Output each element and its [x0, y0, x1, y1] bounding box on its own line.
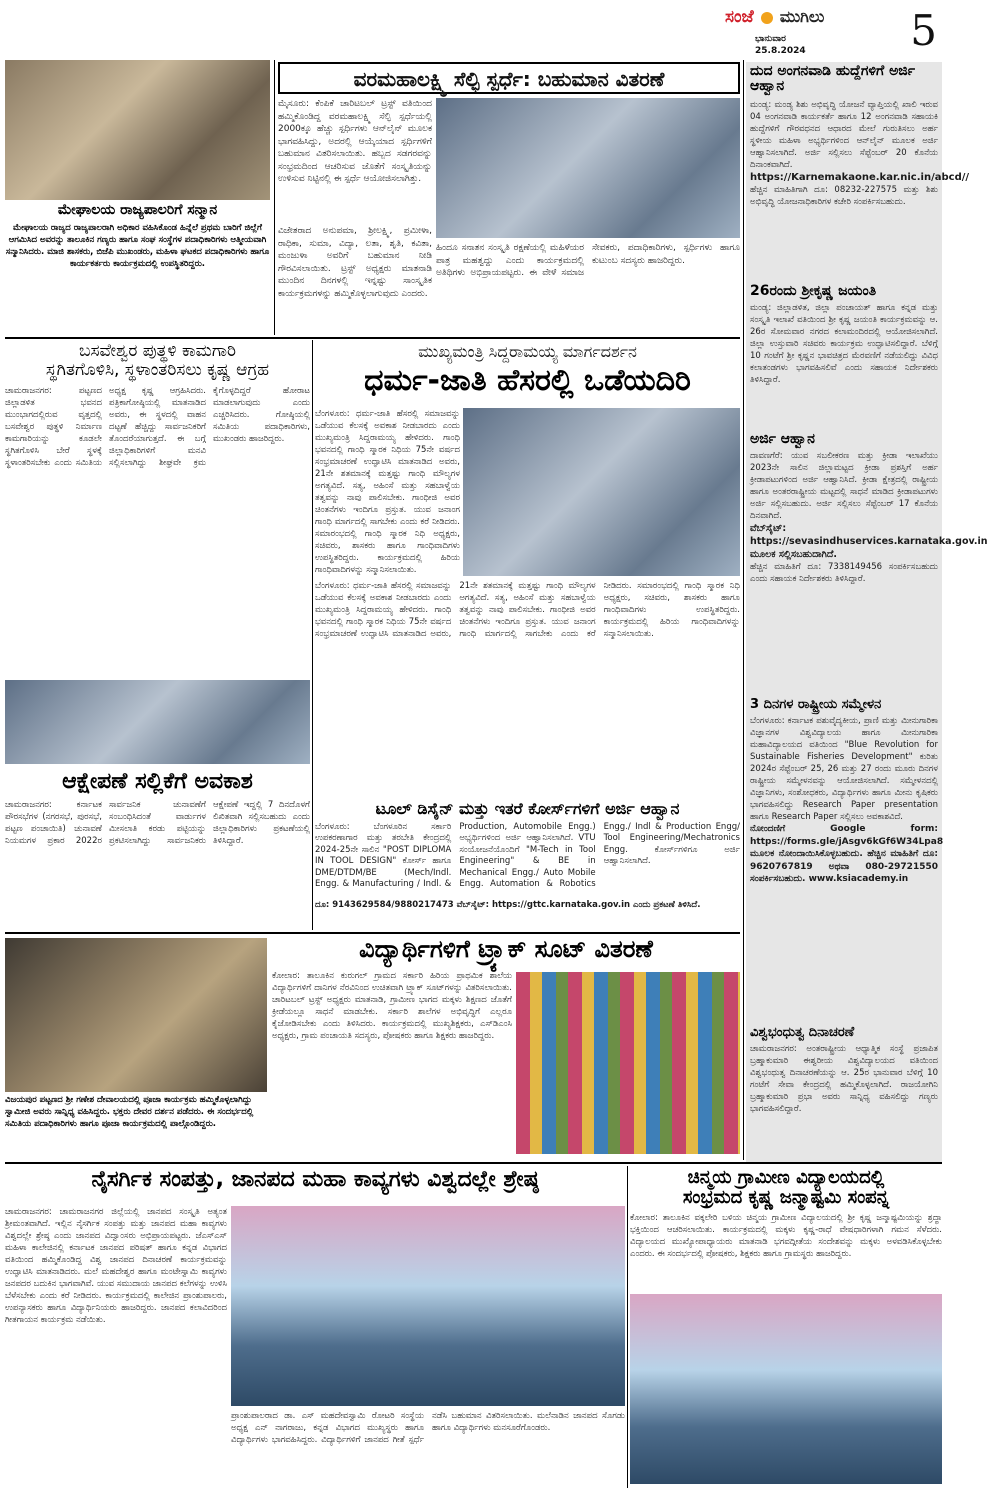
chinmaya-headline-1: ಚಿನ್ಮಯ ಗ್ರಾಮೀಣ ವಿದ್ಯಾಲಯದಲ್ಲಿ — [687, 1167, 885, 1188]
bhrathrutva-article — [750, 1026, 938, 1160]
anganwadi-contact: ಹೆಚ್ಚಿನ ಮಾಹಿತಿಗಾಗಿ ದೂ: 08232-227575 ಮತ್ತು ಶಿಶು ಅಭಿವೃದ್ಧಿ ಯೋಜನಾಧಿಕಾರಿಗಳ ಕಚೇರಿ ಸಂಪರ್ಕಿಸಬಹುದು. — [750, 184, 938, 207]
fisheries-article — [750, 697, 944, 1020]
objection-article — [5, 770, 310, 920]
natural-body: ಚಾಮರಾಜನಗರ: ಚಾಮರಾಜನಗರ ಜಿಲ್ಲೆಯಲ್ಲಿ ಜಾನಪದ ಸಂಸ್ಕೃತಿ ಅತ್ಯಂತ ಶ್ರೀಮಂತವಾಗಿದೆ. ಇಲ್ಲಿನ ನೈಸರ್ಗಿಕ ಸಂಪತ್ತು ಮತ್ತು ಜಾನಪದ ಮಹಾ ಕಾವ್ಯಗಳು ವಿಶ್ವದಲ್ಲೇ ಶ್ರೇಷ್ಠ ಎಂದು ಜಾನಪದ ವಿದ್ವಾಂಸರು ಅಭಿಪ್ರಾಯಪಟ್ಟರು. ಜೆಎಸ್‌ಎಸ್ ಮಹಿಳಾ ಕಾಲೇಜಿನಲ್ಲಿ ಕರ್ನಾಟಕ ಜಾನಪದ ಪರಿಷತ್ ಹಾಗೂ ಕನ್ನಡ ವಿಭಾಗದ ವತಿಯಿಂದ ಹಮ್ಮಿಕೊಂಡಿದ್ದ ವಿಶ್ವ ಜಾನಪದ ದಿನಾಚರಣೆ ಕಾರ್ಯಕ್ರಮವನ್ನು ಉದ್ಘಾಟಿಸಿ ಮಾತನಾಡಿದರು. ಮಲೆ ಮಹದೇಶ್ವರ ಹಾಗೂ ಮಂಟೇಸ್ವಾಮಿ ಕಾವ್ಯಗಳು ಜನಪದರ ಬದುಕಿನ ಭಾಗವಾಗಿವೆ. ಯುವ ಸಮುದಾಯ ಜಾನಪದ ಕಲೆಗಳನ್ನು ಉಳಿಸಿ ಬೆಳೆಸಬೇಕು ಎಂದು ಕರೆ ನೀಡಿದರು. ಕಾರ್ಯಕ್ರಮದಲ್ಲಿ ಕಾಲೇಜಿನ ಪ್ರಾಂಶುಪಾಲರು, ಉಪನ್ಯಾಸಕರು ಹಾಗೂ ವಿದ್ಯಾರ್ಥಿನಿಯರು ಹಾಜರಿದ್ದರು. ಜಾನಪದ ಕಲಾವಿದರಿಂದ ಗೀತಗಾಯನ ಕಾರ್ಯಕ್ರಮ ನಡೆಯಿತು. — [5, 1207, 227, 1325]
meghalaya-article — [5, 203, 270, 331]
varamahalakshmi-body-1: ಮೈಸೂರು: ಕೆಂಪಿಕೆ ಚಾರಿಟಬಲ್ ಟ್ರಸ್ಟ್ ವತಿಯಿಂದ ಹಮ್ಮಿಕೊಂಡಿದ್ದ ವರಮಹಾಲಕ್ಷ್ಮಿ ಸೆಲ್ಫಿ ಸ್ಪರ್ಧೆಯಲ್ಲಿ 2000ಕ್ಕೂ ಹೆಚ್ಚು ಸ್ಪರ್ಧಿಗಳು ಆನ್‌ಲೈನ್ ಮೂಲಕ ಭಾಗವಹಿಸಿದ್ದು, ಅದರಲ್ಲಿ ಆಯ್ಕೆಯಾದ ಸ್ಪರ್ಧಿಗಳಿಗೆ ಬಹುಮಾನ ವಿತರಿಸಲಾಯಿತು. ಹಬ್ಬದ ಸಡಗರವನ್ನು ಸಂಭ್ರಮದಿಂದ ಆಚರಿಸುವ ಜೊತೆಗೆ ಸಂಸ್ಕೃತಿಯನ್ನು ಉಳಿಸುವ ನಿಟ್ಟಿನಲ್ಲಿ ಈ ಸ್ಪರ್ಧೆ ಆಯೋಜಿಸಲಾಗಿತ್ತು. — [278, 99, 432, 184]
chinmaya-headline-2: ಸಂಭ್ರಮದ ಕೃಷ್ಣ ಜನ್ಮಾಷ್ಟಮಿ ಸಂಪನ್ನ — [682, 1186, 890, 1208]
divider — [5, 1162, 942, 1164]
bhrathrutva-body: ಚಾಮರಾಜನಗರ: ಅಂತರಾಷ್ಟ್ರೀಯ ಆಧ್ಯಾತ್ಮಿಕ ಸಂಸ್ಥೆ ಪ್ರಜಾಪಿತ ಬ್ರಹ್ಮಾಕುಮಾರಿ ಈಶ್ವರೀಯ ವಿಶ್ವವಿದ್ಯಾಲಯದ ವತಿಯಿಂದ ವಿಶ್ವಭಂಧುತ್ವ ದಿನಾಚರಣೆಯನ್ನು ಆ. 25ರ ಭಾನುವಾರ ಬೆಳಿಗ್ಗೆ 10 ಗಂಟೆಗೆ ಸೇವಾ ಕೇಂದ್ರದಲ್ಲಿ ಹಮ್ಮಿಕೊಳ್ಳಲಾಗಿದೆ. ರಾಜಯೋಗಿನಿ ಬ್ರಹ್ಮಾಕುಮಾರಿ ಪ್ರಭಾ ಅವರು ಸಾನ್ನಿಧ್ಯ ವಹಿಸಲಿದ್ದು ಗಣ್ಯರು ಭಾಗವಹಿಸಲಿದ್ದಾರೆ. — [750, 1044, 938, 1115]
tracksuit-headline: ವಿದ್ಯಾರ್ಥಿಗಳಿಗೆ ಟ್ರ್ಯಾಕ್ ಸೂಟ್ ವಿತರಣೆ — [359, 935, 653, 963]
cm-body: ಬೆಂಗಳೂರು: ಧರ್ಮ-ಜಾತಿ ಹೆಸರಲ್ಲಿ ಸಮಾಜವನ್ನು ಒಡೆಯುವ ಕೆಲಸಕ್ಕೆ ಅವಕಾಶ ನೀಡಬಾರದು ಎಂದು ಮುಖ್ಯಮಂತ್ರಿ ಸಿದ್ದರಾಮಯ್ಯ ಹೇಳಿದರು. ಗಾಂಧಿ ಭವನದಲ್ಲಿ ಗಾಂಧಿ ಸ್ಮಾರಕ ನಿಧಿಯ 75ನೇ ವರ್ಷದ ಸಂಭ್ರಮಾಚರಣೆ ಉದ್ಘಾಟಿಸಿ ಮಾತನಾಡಿದ ಅವರು, 21ನೇ ಶತಮಾನಕ್ಕೆ ಮತ್ತಷ್ಟು ಗಾಂಧಿ ಮೌಲ್ಯಗಳ ಅಗತ್ಯವಿದೆ. ಸತ್ಯ, ಅಹಿಂಸೆ ಮತ್ತು ಸಹಬಾಳ್ವೆಯ ತತ್ವವನ್ನು ನಾವು ಪಾಲಿಸಬೇಕು. ಗಾಂಧೀಜಿ ಅವರ ಚಿಂತನೆಗಳು ಇಂದಿಗೂ ಪ್ರಸ್ತುತ. ಯುವ ಜನಾಂಗ ಗಾಂಧಿ ಮಾರ್ಗದಲ್ಲಿ ಸಾಗಬೇಕು ಎಂದು ಕರೆ ನೀಡಿದರು. ಸಮಾರಂಭದಲ್ಲಿ ಗಾಂಧಿ ಸ್ಮಾರಕ ನಿಧಿ ಅಧ್ಯಕ್ಷರು, ಸಚಿವರು, ಶಾಸಕರು ಹಾಗೂ ಗಾಂಧಿವಾದಿಗಳು ಉಪಸ್ಥಿತರಿದ್ದರು. ಕಾರ್ಯಕ್ರಮದಲ್ಲಿ ಹಿರಿಯ ಗಾಂಧಿವಾದಿಗಳನ್ನು ಸನ್ಮಾನಿಸಲಾಯಿತು. — [315, 409, 460, 575]
arji-headline: ಅರ್ಜಿ ಆಹ್ವಾನ — [750, 431, 815, 447]
tracksuit-body: ಕೋಲಾರ: ತಾಲೂಕಿನ ಕುರುಗಲ್ ಗ್ರಾಮದ ಸರ್ಕಾರಿ ಹಿರಿಯ ಪ್ರಾಥಮಿಕ ಶಾಲೆಯ ವಿದ್ಯಾರ್ಥಿಗಳಿಗೆ ದಾನಿಗಳ ನೆರವಿನಿಂದ ಉಚಿತವಾಗಿ ಟ್ರ್ಯಾಕ್ ಸೂಟ್‌ಗಳನ್ನು ವಿತರಿಸಲಾಯಿತು. ಚಾರಿಟಬಲ್ ಟ್ರಸ್ಟ್ ಅಧ್ಯಕ್ಷರು ಮಾತನಾಡಿ, ಗ್ರಾಮೀಣ ಭಾಗದ ಮಕ್ಕಳು ಶಿಕ್ಷಣದ ಜೊತೆಗೆ ಕ್ರೀಡೆಯಲ್ಲೂ ಸಾಧನೆ ಮಾಡಬೇಕು. ಸರ್ಕಾರಿ ಶಾಲೆಗಳ ಅಭಿವೃದ್ಧಿಗೆ ಎಲ್ಲರೂ ಕೈಜೋಡಿಸಬೇಕು ಎಂದು ತಿಳಿಸಿದರು. ಕಾರ್ಯಕ್ರಮದಲ್ಲಿ ಮುಖ್ಯಶಿಕ್ಷಕರು, ಎಸ್‌ಡಿಎಂಸಿ ಅಧ್ಯಕ್ಷರು, ಗ್ರಾಮ ಪಂಚಾಯತಿ ಸದಸ್ಯರು, ಪೋಷಕರು ಹಾಗೂ ಶಿಕ್ಷಕರು ಹಾಜರಿದ್ದರು. — [272, 971, 512, 1041]
tool-design-body: ಬೆಂಗಳೂರು: ಬೆಂಗಳೂರಿನ ಸರ್ಕಾರಿ ಉಪಕರಣಾಗಾರ ಮತ್ತು ತರಬೇತಿ ಕೇಂದ್ರದಲ್ಲಿ 2024-25ನೇ ಸಾಲಿನ "POST DIPLOMA IN TOOL DESIGN" ಕೋರ್ಸ್ ಹಾಗೂ DME/DTDM/BE (Mech/Indl. Engg. & Manufacturing / Indl. & Production, Automobile Engg.) ಅಭ್ಯರ್ಥಿಗಳಿಂದ ಅರ್ಜಿ ಆಹ್ವಾನಿಸಲಾಗಿದೆ. VTU ಸಂಯೋಜನೆಯೊಂದಿಗೆ "M-Tech in Tool Engineering" & BE in Mechanical Engg./ Auto Mobile Engg. Automation & Robotics Engg./ Indl & Production Engg/ Tool Engineering/Mechatronics Engg. ಕೋರ್ಸ್‌ಗಳಿಗೂ ಅರ್ಜಿ ಆಹ್ವಾನಿಸಲಾಗಿದೆ. — [315, 821, 740, 890]
anganwadi-url: https://Karnemakaone.kar.nic.in/abcd// — [750, 171, 970, 183]
fisheries-body: ಬೆಂಗಳೂರು: ಕರ್ನಾಟಕ ಪಶುವೈದ್ಯಕೀಯ, ಪ್ರಾಣಿ ಮತ್ತು ಮೀನುಗಾರಿಕಾ ವಿಜ್ಞಾನಗಳ ವಿಶ್ವವಿದ್ಯಾಲಯ ಹಾಗೂ ಮೀನುಗಾರಿಕಾ ಮಹಾವಿದ್ಯಾಲಯದ ವತಿಯಿಂದ "Blue Revolution for Sustainable Fisheries Development" ಕುರಿತು 2024ರ ಸೆಪ್ಟೆಂಬರ್ 25, 26 ಮತ್ತು 27 ರಂದು ಮೂರು ದಿನಗಳ ರಾಷ್ಟ್ರೀಯ ಸಮ್ಮೇಳನವನ್ನು ಆಯೋಜಿಸಲಾಗಿದೆ. ಸಮ್ಮೇಳನದಲ್ಲಿ ವಿಜ್ಞಾನಿಗಳು, ಸಂಶೋಧಕರು, ವಿದ್ಯಾರ್ಥಿಗಳು ಹಾಗೂ ಮೀನು ಕೃಷಿಕರು ಭಾಗವಹಿಸಲಿದ್ದು Research Paper presentation ಹಾಗೂ Research Paper ಸಲ್ಲಿಸಲು ಅವಕಾಶವಿದೆ. — [750, 716, 938, 823]
chinmaya-photo — [630, 1294, 942, 1484]
tracksuit-photo — [516, 972, 740, 1154]
masthead-logo — [725, 7, 903, 31]
chinmaya-body: ಕೋಲಾರ: ತಾಲೂಕಿನ ವಕ್ಕಲೇರಿ ಬಳಿಯ ಚಿನ್ಮಯ ಗ್ರಾಮೀಣ ವಿದ್ಯಾಲಯದಲ್ಲಿ ಶ್ರೀ ಕೃಷ್ಣ ಜನ್ಮಾಷ್ಟಮಿಯನ್ನು ಶ್ರದ್ಧಾ ಭಕ್ತಿಯಿಂದ ಆಚರಿಸಲಾಯಿತು. ಕಾರ್ಯಕ್ರಮದಲ್ಲಿ ಮಕ್ಕಳು ಕೃಷ್ಣ-ರಾಧೆ ವೇಷಧಾರಿಗಳಾಗಿ ಗಮನ ಸೆಳೆದರು. ವಿದ್ಯಾಲಯದ ಮುಖ್ಯೋಪಾಧ್ಯಾಯರು ಮಾತನಾಡಿ ಭಗವದ್ಗೀತೆಯ ಸಂದೇಶವನ್ನು ಮಕ್ಕಳು ಅಳವಡಿಸಿಕೊಳ್ಳಬೇಕು ಎಂದರು. ಈ ಸಂದರ್ಭದಲ್ಲಿ ಪೋಷಕರು, ಶಿಕ್ಷಕರು ಹಾಗೂ ಗ್ರಾಮಸ್ಥರು ಹಾಜರಿದ್ದರು. — [630, 1212, 942, 1259]
varamahalakshmi-photo — [436, 98, 740, 238]
arji-url: ವೆಬ್‌ಸೈಟ್: https://sevasindhuservices.karnataka.gov.in ಮೂಲಕ ಸಲ್ಲಿಸಬಹುದಾಗಿದೆ. — [750, 523, 988, 561]
divider — [743, 60, 744, 1160]
natural-headline: ನೈಸರ್ಗಿಕ ಸಂಪತ್ತು, ಜಾನಪದ ಮಹಾ ಕಾವ್ಯಗಳು ವಿಶ್ವದಲ್ಲೇ ಶ್ರೇಷ್ಠ — [91, 1167, 539, 1192]
divider — [627, 1166, 628, 1488]
varamahalakshmi-body-3: ಹಿಂದೂ ಸನಾತನ ಸಂಸ್ಕೃತಿ ರಕ್ಷಣೆಯಲ್ಲಿ ಮಹಿಳೆಯರ ಪಾತ್ರ ಮಹತ್ವದ್ದು ಎಂದು ಕಾರ್ಯಕ್ರಮದಲ್ಲಿ ಅತಿಥಿಗಳು ಅಭಿಪ್ರಾಯಪಟ್ಟರು. ಈ ವೇಳೆ ಸಮಾಜ ಸೇವಕರು, ಪದಾಧಿಕಾರಿಗಳು, ಸ್ಪರ್ಧಿಗಳು ಹಾಗೂ ಕುಟುಂಬ ಸದಸ್ಯರು ಹಾಜರಿದ್ದರು. — [436, 243, 740, 278]
basaveshwara-body: ಚಾಮರಾಜನಗರ: ಪಟ್ಟಣದ ಜಿಲ್ಲಾಡಳಿತ ಭವನದ ಮುಂಭಾಗದಲ್ಲಿರುವ ವೃತ್ತದಲ್ಲಿ ಬಸವೇಶ್ವರ ಪುತ್ಥಳಿ ನಿರ್ಮಾಣ ಕಾಮಗಾರಿಯನ್ನು ಕೂಡಲೇ ಸ್ಥಗಿತಗೊಳಿಸಿ ಬೇರೆ ಸ್ಥಳಕ್ಕೆ ಸ್ಥಳಾಂತರಿಸಬೇಕು ಎಂದು ಸಮಿತಿಯ ಅಧ್ಯಕ್ಷ ಕೃಷ್ಣ ಆಗ್ರಹಿಸಿದರು. ಪತ್ರಿಕಾಗೋಷ್ಠಿಯಲ್ಲಿ ಮಾತನಾಡಿದ ಅವರು, ಈ ಸ್ಥಳದಲ್ಲಿ ವಾಹನ ದಟ್ಟಣೆ ಹೆಚ್ಚಿದ್ದು ಸಾರ್ವಜನಿಕರಿಗೆ ತೊಂದರೆಯಾಗುತ್ತದೆ. ಈ ಬಗ್ಗೆ ಜಿಲ್ಲಾಧಿಕಾರಿಗಳಿಗೆ ಮನವಿ ಸಲ್ಲಿಸಲಾಗಿದ್ದು ಶೀಘ್ರವೇ ಕ್ರಮ ಕೈಗೊಳ್ಳದಿದ್ದರೆ ಹೋರಾಟ ಮಾಡಲಾಗುವುದು ಎಂದು ಎಚ್ಚರಿಸಿದರು. ಗೋಷ್ಠಿಯಲ್ಲಿ ಸಮಿತಿಯ ಪದಾಧಿಕಾರಿಗಳು, ಮುಖಂಡರು ಹಾಜರಿದ್ದರು. — [5, 386, 310, 469]
logo-right: ಮುಗಿಲು — [779, 7, 825, 26]
masthead — [725, 4, 943, 58]
cm-body-cont: ಬೆಂಗಳೂರು: ಧರ್ಮ-ಜಾತಿ ಹೆಸರಲ್ಲಿ ಸಮಾಜವನ್ನು ಒಡೆಯುವ ಕೆಲಸಕ್ಕೆ ಅವಕಾಶ ನೀಡಬಾರದು ಎಂದು ಮುಖ್ಯಮಂತ್ರಿ ಸಿದ್ದರಾಮಯ್ಯ ಹೇಳಿದರು. ಗಾಂಧಿ ಭವನದಲ್ಲಿ ಗಾಂಧಿ ಸ್ಮಾರಕ ನಿಧಿಯ 75ನೇ ವರ್ಷದ ಸಂಭ್ರಮಾಚರಣೆ ಉದ್ಘಾಟಿಸಿ ಮಾತನಾಡಿದ ಅವರು, 21ನೇ ಶತಮಾನಕ್ಕೆ ಮತ್ತಷ್ಟು ಗಾಂಧಿ ಮೌಲ್ಯಗಳ ಅಗತ್ಯವಿದೆ. ಸತ್ಯ, ಅಹಿಂಸೆ ಮತ್ತು ಸಹಬಾಳ್ವೆಯ ತತ್ವವನ್ನು ನಾವು ಪಾಲಿಸಬೇಕು. ಗಾಂಧೀಜಿ ಅವರ ಚಿಂತನೆಗಳು ಇಂದಿಗೂ ಪ್ರಸ್ತುತ. ಯುವ ಜನಾಂಗ ಗಾಂಧಿ ಮಾರ್ಗದಲ್ಲಿ ಸಾಗಬೇಕು ಎಂದು ಕರೆ ನೀಡಿದರು. ಸಮಾರಂಭದಲ್ಲಿ ಗಾಂಧಿ ಸ್ಮಾರಕ ನಿಧಿ ಅಧ್ಯಕ್ಷರು, ಸಚಿವರು, ಶಾಸಕರು ಹಾಗೂ ಗಾಂಧಿವಾದಿಗಳು ಉಪಸ್ಥಿತರಿದ್ದರು. ಕಾರ್ಯಕ್ರಮದಲ್ಲಿ ಹಿರಿಯ ಗಾಂಧಿವಾದಿಗಳನ್ನು ಸನ್ಮಾನಿಸಲಾಯಿತು. — [315, 581, 740, 639]
basaveshwara-photo — [5, 680, 310, 764]
krishna-body: ಮಂಡ್ಯ: ಜಿಲ್ಲಾಡಳಿತ, ಜಿಲ್ಲಾ ಪಂಚಾಯತ್ ಹಾಗೂ ಕನ್ನಡ ಮತ್ತು ಸಂಸ್ಕೃತಿ ಇಲಾಖೆ ವತಿಯಿಂದ ಶ್ರೀ ಕೃಷ್ಣ ಜಯಂತಿ ಕಾರ್ಯಕ್ರಮವನ್ನು ಆ. 26ರ ಸೋಮವಾರ ನಗರದ ಕಲಾಮಂದಿರದಲ್ಲಿ ಆಯೋಜಿಸಲಾಗಿದೆ. ಜಿಲ್ಲಾ ಉಸ್ತುವಾರಿ ಸಚಿವರು ಕಾರ್ಯಕ್ರಮ ಉದ್ಘಾಟಿಸಲಿದ್ದಾರೆ. ಬೆಳಿಗ್ಗೆ 10 ಗಂಟೆಗೆ ಶ್ರೀ ಕೃಷ್ಣನ ಭಾವಚಿತ್ರದ ಮೆರವಣಿಗೆ ನಡೆಯಲಿದ್ದು ವಿವಿಧ ಕಲಾತಂಡಗಳು ಭಾಗವಹಿಸಲಿವೆ ಎಂದು ಸಹಾಯಕ ನಿರ್ದೇಶಕರು ತಿಳಿಸಿದ್ದಾರೆ. — [750, 303, 938, 386]
chinmaya-article — [630, 1168, 942, 1490]
masthead-date: 25.8.2024 — [755, 46, 806, 56]
objection-headline: ಆಕ್ಷೇಪಣೆ ಸಲ್ಲಿಕೆಗೆ ಅವಕಾಶ — [62, 769, 253, 794]
divider — [312, 340, 313, 930]
arji-contact: ಹೆಚ್ಚಿನ ಮಾಹಿತಿಗೆ ದೂ: 7338149456 ಸಂಪರ್ಕಿಸಬಹುದು ಎಂದು ಸಹಾಯಕ ನಿರ್ದೇಶಕರು ತಿಳಿಸಿದ್ದಾರೆ. — [750, 562, 938, 585]
cm-kicker: ಮುಖ್ಯಮಂತ್ರಿ ಸಿದ್ದರಾಮಯ್ಯ ಮಾರ್ಗದರ್ಶನ — [418, 342, 637, 361]
cm-photo — [463, 408, 740, 576]
sun-icon — [761, 12, 773, 24]
fisheries-url: ನೋಂದಣಿಗೆ Google form: https://forms.gle/jAsgv6kGf6W34Lpa8 ಮೂಲಕ ನೋಂದಾಯಿಸಿಕೊಳ್ಳಬಹುದು. ಹೆಚ್ಚಿನ ಮಾಹಿತಿಗೆ ದೂ: 9620767819 ಅಥವಾ 080-29721550 ಸಂಪರ್ಕಿಸಬಹುದು. www.ksiacademy.in — [750, 824, 944, 885]
tool-design-headline: ಟೂಲ್ ಡಿಸೈನ್ ಮತ್ತು ಇತರೆ ಕೋರ್ಸ್‌ಗಳಿಗೆ ಅರ್ಜಿ ಆಹ್ವಾನ — [375, 799, 680, 818]
masthead-day: ಭಾನುವಾರ — [755, 34, 786, 44]
basaveshwara-headline-1: ಬಸವೇಶ್ವರ ಪುತ್ಥಳಿ ಕಾಮಗಾರಿ — [78, 341, 236, 361]
varamahalakshmi-headline: ವರಮಹಾಲಕ್ಷ್ಮಿ ಸೆಲ್ಫಿ ಸ್ಪರ್ಧೆ: ಬಹುಮಾನ ವಿತರಣೆ — [278, 62, 740, 94]
temple-caption: ವಿಜಯಪುರ ಪಟ್ಟಣದ ಶ್ರೀ ಗಣೇಶ ದೇವಾಲಯದಲ್ಲಿ ಪೂಜಾ ಕಾರ್ಯಕ್ರಮ ಹಮ್ಮಿಕೊಳ್ಳಲಾಗಿದ್ದು ಸ್ವಾಮೀಜಿ ಅವರು ಸಾನ್ನಿಧ್ಯ ವಹಿಸಿದ್ದರು. ಭಕ್ತರು ದೇವರ ದರ್ಶನ ಪಡೆದರು. ಈ ಸಂದರ್ಭದಲ್ಲಿ ಸಮಿತಿಯ ಪದಾಧಿಕಾರಿಗಳು ಹಾಗೂ ಪೂಜಾ ಕಾರ್ಯಕ್ರಮದಲ್ಲಿ ಪಾಲ್ಗೊಂಡಿದ್ದರು. — [5, 1095, 254, 1129]
temple-photo — [5, 938, 267, 1092]
bhrathrutva-headline: ವಿಶ್ವಭಂಧುತ್ವ ದಿನಾಚರಣೆ — [750, 1025, 855, 1040]
cm-headline: ಧರ್ಮ-ಜಾತಿ ಹೆಸರಲ್ಲಿ ಒಡೆಯದಿರಿ — [364, 363, 691, 398]
objection-body: ಚಾಮರಾಜನಗರ: ಕರ್ನಾಟಕ ಪೌರಸಭೆಗಳ (ನಗರಸಭೆ, ಪುರಸಭೆ, ಪಟ್ಟಣ ಪಂಚಾಯಿತಿ) ಚುನಾವಣೆ ನಿಯಮಗಳ ಪ್ರಕಾರ 2022ರ ಸಾರ್ವಜನಿಕ ಚುನಾವಣೆಗೆ ಸಂಬಂಧಿಸಿದಂತೆ ವಾರ್ಡುಗಳ ಮೀಸಲಾತಿ ಕರಡು ಪಟ್ಟಿಯನ್ನು ಪ್ರಕಟಿಸಲಾಗಿದ್ದು ಸಾರ್ವಜನಿಕರು ಆಕ್ಷೇಪಣೆ ಇದ್ದಲ್ಲಿ 7 ದಿನದೊಳಗೆ ಲಿಖಿತವಾಗಿ ಸಲ್ಲಿಸಬಹುದು ಎಂದು ಜಿಲ್ಲಾಧಿಕಾರಿಗಳು ಪ್ರಕಟಣೆಯಲ್ಲಿ ತಿಳಿಸಿದ್ದಾರೆ. — [5, 800, 310, 847]
meghalaya-headline: ಮೇಘಾಲಯ ರಾಜ್ಯಪಾಲರಿಗೆ ಸನ್ಮಾನ — [57, 202, 218, 218]
divider — [5, 337, 740, 339]
basaveshwara-article — [5, 342, 310, 677]
fisheries-headline: 3 ದಿನಗಳ ರಾಷ್ಟ್ರೀಯ ಸಮ್ಮೇಳನ — [750, 697, 882, 712]
krishna-article — [750, 284, 938, 429]
anganwadi-headline: ದುದ ಅಂಗನವಾಡಿ ಹುದ್ದೆಗಳಿಗೆ ಅರ್ಜಿ ಆಹ್ವಾನ — [750, 63, 915, 95]
arji-article — [750, 431, 988, 694]
page-number: 5 — [910, 6, 937, 55]
varamahalakshmi-body-2: ವಿಜೇತರಾದ ಅನುಪಮಾ, ಶ್ರೀಲಕ್ಷ್ಮಿ, ಪ್ರಮೀಳಾ, ರಾಧಿಕಾ, ಸುಮಾ, ವಿದ್ಯಾ, ಲತಾ, ಶೃತಿ, ಕವಿತಾ, ಮಂಜುಳಾ ಅವರಿಗೆ ಬಹುಮಾನ ನೀಡಿ ಗೌರವಿಸಲಾಯಿತು. ಟ್ರಸ್ಟ್ ಅಧ್ಯಕ್ಷರು ಮಾತನಾಡಿ ಮುಂದಿನ ದಿನಗಳಲ್ಲಿ ಇನ್ನಷ್ಟು ಸಾಂಸ್ಕೃತಿಕ ಕಾರ್ಯಕ್ರಮಗಳನ್ನು ಹಮ್ಮಿಕೊಳ್ಳಲಾಗುವುದು ಎಂದರು. — [278, 226, 432, 299]
divider — [5, 932, 740, 934]
tool-design-article — [315, 800, 740, 928]
divider — [274, 60, 275, 335]
natural-photo — [231, 1206, 625, 1406]
arji-body: ದಾವಣಗೆರೆ: ಯುವ ಸಬಲೀಕರಣ ಮತ್ತು ಕ್ರೀಡಾ ಇಲಾಖೆಯು 2023ನೇ ಸಾಲಿನ ಜಿಲ್ಲಾಮಟ್ಟದ ಕ್ರೀಡಾ ಪ್ರಶಸ್ತಿಗೆ ಅರ್ಹ ಕ್ರೀಡಾಪಟುಗಳಿಂದ ಅರ್ಜಿ ಆಹ್ವಾನಿಸಿದೆ. ಕ್ರೀಡಾ ಕ್ಷೇತ್ರದಲ್ಲಿ ರಾಷ್ಟ್ರೀಯ ಹಾಗೂ ಅಂತರರಾಷ್ಟ್ರೀಯ ಮಟ್ಟದಲ್ಲಿ ಸಾಧನೆ ಮಾಡಿದ ಕ್ರೀಡಾಪಟುಗಳು ಅರ್ಜಿ ಸಲ್ಲಿಸಬಹುದು. ಅರ್ಜಿ ಸಲ್ಲಿಸಲು ಸೆಪ್ಟೆಂಬರ್ 17 ಕೊನೆಯ ದಿನವಾಗಿದೆ. — [750, 451, 938, 522]
basaveshwara-headline-2: ಸ್ಥಗಿತಗೊಳಿಸಿ, ಸ್ಥಳಾಂತರಿಸಲು ಕೃಷ್ಣ ಆಗ್ರಹ — [45, 359, 270, 380]
krishna-headline: 26ರಂದು ಶ್ರೀಕೃಷ್ಣ ಜಯಂತಿ — [750, 283, 877, 299]
tool-design-contact: ದೂ: 9143629584/9880217473 ವೆಬ್‌ಸೈಟ್: https://gttc.karnataka.gov.in ಎಂದು ಪ್ರಕಟಣೆ ತಿಳಿಸಿದೆ. — [315, 899, 701, 910]
logo-left: ಸಂಜೆ — [725, 7, 754, 27]
meghalaya-photo — [5, 60, 270, 200]
natural-body-2: ಪ್ರಾಂಶುಪಾಲರಾದ ಡಾ. ಎಸ್ ಮಹದೇವಸ್ವಾಮಿ ರೋಟರಿ ಸಂಸ್ಥೆಯ ಅಧ್ಯಕ್ಷ ಎನ್ ನಾಗರಾಜು, ಕನ್ನಡ ವಿಭಾಗದ ಮುಖ್ಯಸ್ಥರು ಹಾಗೂ ವಿದ್ಯಾರ್ಥಿಗಳು ಭಾಗವಹಿಸಿದ್ದರು. ವಿದ್ಯಾರ್ಥಿಗಳಿಗೆ ಜಾನಪದ ಗೀತೆ ಸ್ಪರ್ಧೆ ನಡೆಸಿ ಬಹುಮಾನ ವಿತರಿಸಲಾಯಿತು. ಮಲೆನಾಡಿನ ಜಾನಪದ ಸೊಗಡು ಹಾಗೂ ವಿದ್ಯಾರ್ಥಿಗಳು ಮನಸೂರೆಗೊಂಡರು. — [231, 1411, 625, 1445]
meghalaya-caption: ಮೇಘಾಲಯ ರಾಜ್ಯದ ರಾಜ್ಯಪಾಲರಾಗಿ ಅಧಿಕಾರ ವಹಿಸಿಕೊಂಡ ಹಿನ್ನೆಲೆ ಪ್ರಥಮ ಬಾರಿಗೆ ಜಿಲ್ಲೆಗೆ ಆಗಮಿಸಿದ ಅವರನ್ನು ತಾಲೂಕಿನ ಗಣ್ಯರು ಹಾಗೂ ಸಂಘ ಸಂಸ್ಥೆಗಳ ಪದಾಧಿಕಾರಿಗಳು ಆತ್ಮೀಯವಾಗಿ ಸನ್ಮಾನಿಸಿದರು. ಮಾಜಿ ಶಾಸಕರು, ಬಿಜೆಪಿ ಮುಖಂಡರು, ಮಹಿಳಾ ಘಟಕದ ಪದಾಧಿಕಾರಿಗಳು ಹಾಗೂ ಕಾರ್ಯಕರ್ತರು ಕಾರ್ಯಕ್ರಮದಲ್ಲಿ ಉಪಸ್ಥಿತರಿದ್ದರು. — [5, 223, 270, 270]
anganwadi-body: ಮಂಡ್ಯ: ಮಂಡ್ಯ ಶಿಶು ಅಭಿವೃದ್ಧಿ ಯೋಜನೆ ವ್ಯಾಪ್ತಿಯಲ್ಲಿ ಖಾಲಿ ಇರುವ 04 ಅಂಗನವಾಡಿ ಕಾರ್ಯಕರ್ತೆ ಹಾಗೂ 12 ಅಂಗನವಾಡಿ ಸಹಾಯಕಿ ಹುದ್ದೆಗಳಿಗೆ ಗೌರವಧನದ ಆಧಾರದ ಮೇಲೆ ಗುರುತಿಸಲು ಅರ್ಹ ಸ್ಥಳೀಯ ಮಹಿಳಾ ಅಭ್ಯರ್ಥಿಗಳಿಂದ ಆನ್‌ಲೈನ್ ಮೂಲಕ ಅರ್ಜಿ ಆಹ್ವಾನಿಸಲಾಗಿದೆ. ಅರ್ಜಿ ಸಲ್ಲಿಸಲು ಸೆಪ್ಟೆಂಬರ್ 20 ಕೊನೆಯ ದಿನಾಂಕವಾಗಿದೆ. — [750, 99, 938, 170]
